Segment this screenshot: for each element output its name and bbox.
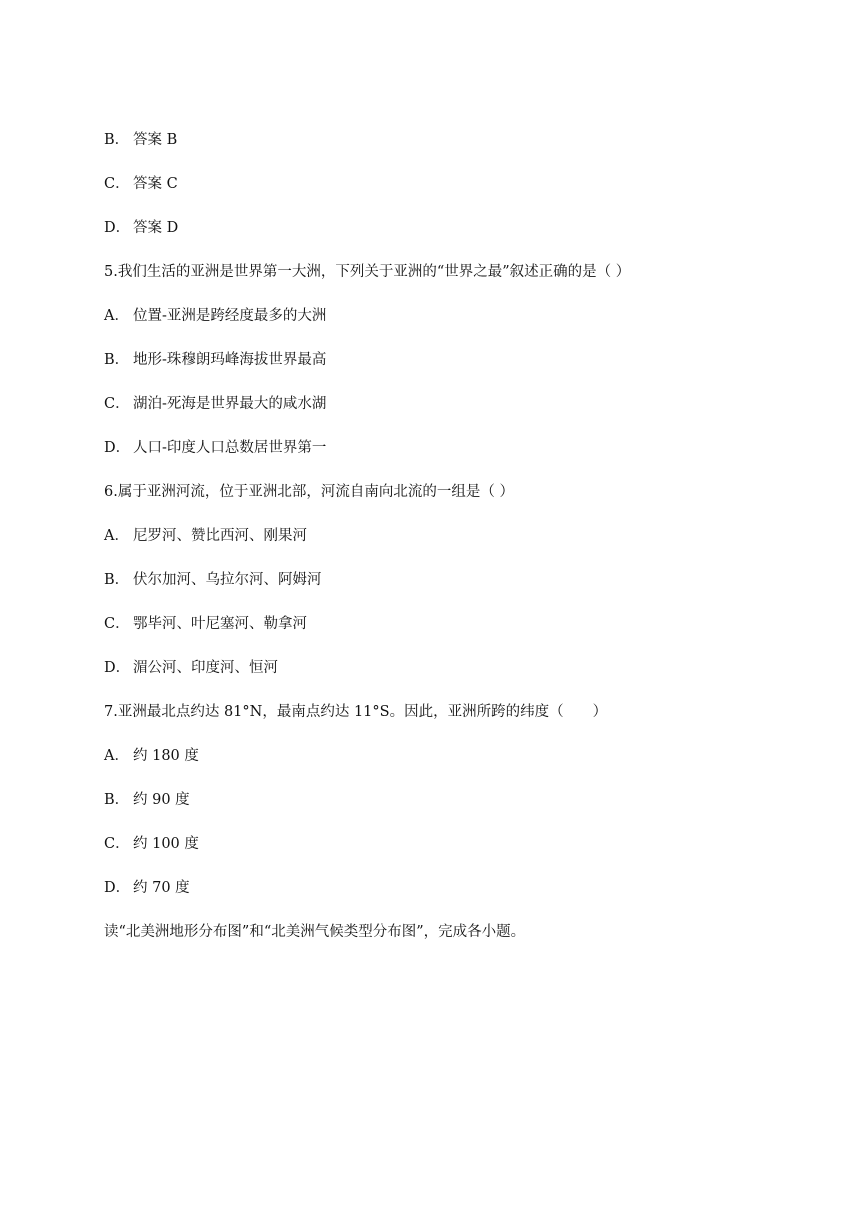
option-letter: D． [104, 440, 131, 456]
option-line [104, 350, 326, 370]
option-text: 约 70 度 [133, 880, 190, 896]
option-line [104, 570, 322, 590]
option-letter: D． [104, 880, 131, 896]
option-letter: C． [104, 176, 130, 192]
option-letter: A． [104, 528, 129, 544]
option-line [104, 614, 307, 634]
option-letter: B． [104, 132, 130, 148]
reading-instruction: 读“北美洲地形分布图”和“北美洲气候类型分布图”，完成各小题。 [104, 924, 526, 940]
option-letter: D． [104, 660, 131, 676]
option-text: 湖泊-死海是世界最大的咸水湖 [133, 396, 327, 412]
option-line [104, 790, 190, 810]
option-line [104, 130, 177, 150]
option-text: 答案 C [133, 176, 178, 192]
option-line [104, 746, 199, 766]
option-letter: A． [104, 308, 129, 324]
question-stem: 7.亚洲最北点约达 81°N，最南点约达 11°S。因此，亚洲所跨的纬度（ ） [104, 704, 608, 720]
option-text: 伏尔加河、乌拉尔河、阿姆河 [133, 572, 322, 588]
option-line [104, 526, 307, 546]
option-letter: B． [104, 352, 130, 368]
option-text: 约 90 度 [133, 792, 190, 808]
option-line [104, 306, 326, 326]
option-text: 答案 B [133, 132, 178, 148]
option-text: 答案 D [133, 220, 179, 236]
question-stem: 6.属于亚洲河流，位于亚洲北部，河流自南向北流的一组是（ ） [104, 484, 514, 500]
option-line [104, 438, 326, 458]
option-text: 人口-印度人口总数居世界第一 [133, 440, 327, 456]
option-letter: B． [104, 792, 130, 808]
option-letter: C． [104, 836, 130, 852]
option-line [104, 658, 278, 678]
question-stem: 5.我们生活的亚洲是世界第一大洲，下列关于亚洲的“世界之最”叙述正确的是（ ） [104, 264, 631, 280]
option-text: 湄公河、印度河、恒河 [133, 660, 278, 676]
option-text: 约 180 度 [133, 748, 199, 764]
option-letter: B． [104, 572, 130, 588]
option-line [104, 878, 190, 898]
option-letter: D． [104, 220, 131, 236]
option-text: 地形-珠穆朗玛峰海拔世界最高 [133, 352, 327, 368]
option-text: 位置-亚洲是跨经度最多的大洲 [133, 308, 327, 324]
option-line [104, 218, 178, 238]
option-letter: C． [104, 396, 130, 412]
option-text: 尼罗河、赞比西河、刚果河 [133, 528, 307, 544]
option-text: 约 100 度 [133, 836, 199, 852]
option-letter: C． [104, 616, 130, 632]
option-line [104, 174, 178, 194]
option-text: 鄂毕河、叶尼塞河、勒拿河 [133, 616, 307, 632]
option-line [104, 394, 326, 414]
option-letter: A． [104, 748, 129, 764]
option-line [104, 834, 199, 854]
